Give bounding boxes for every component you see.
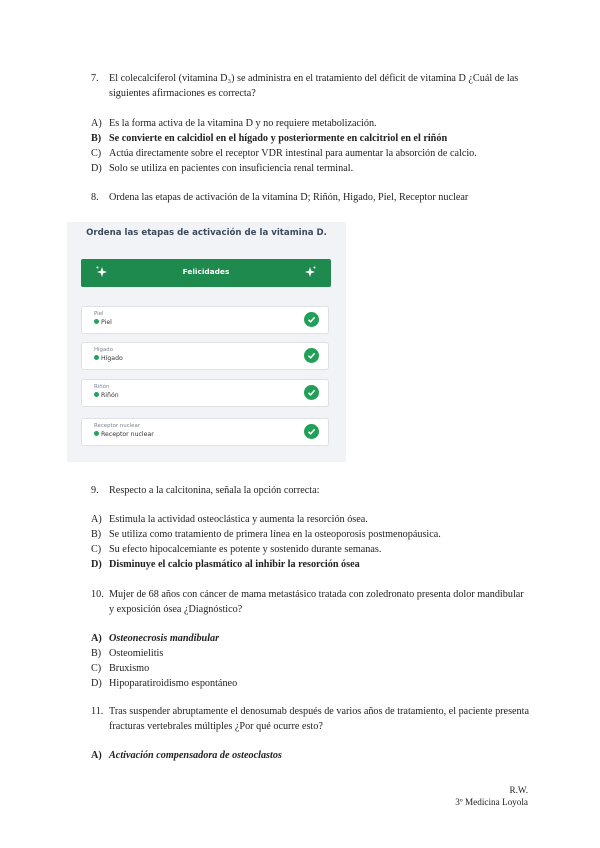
- option-b: [91, 527, 531, 542]
- question-10: [91, 587, 531, 617]
- question-text: El colecalciferol (vitamina D₃) se administra en el tratamiento del déficit de vitamina D ¿Cuál de las siguientes afirmaciones es correcta?: [109, 73, 519, 99]
- item-answer: Riñón: [94, 392, 119, 399]
- question-8: [91, 190, 531, 205]
- order-item-3[interactable]: [81, 379, 329, 407]
- item-answer: Piel: [94, 319, 112, 326]
- check-circle-icon: [304, 312, 319, 327]
- option-c: [91, 661, 531, 676]
- ordering-activity-screenshot: [67, 222, 346, 462]
- option-letter: B): [91, 529, 102, 540]
- question-text: Ordena las etapas de activación de la vitamina D; Riñón, Higado, Piel, Receptor nuclear: [109, 192, 469, 203]
- order-item-4[interactable]: [81, 418, 329, 446]
- item-name: Receptor nuclear: [94, 423, 140, 429]
- item-name: Piel: [94, 311, 104, 317]
- option-letter: A): [91, 118, 102, 129]
- question-number: 10.: [91, 589, 104, 600]
- option-a-correct: [91, 631, 531, 646]
- option-text: Osteomielitis: [109, 648, 164, 659]
- check-circle-icon: [304, 385, 319, 400]
- question-7: [91, 71, 531, 101]
- option-letter: B): [91, 648, 102, 659]
- author-initials: R.W.: [509, 785, 528, 795]
- item-name: Riñón: [94, 384, 110, 390]
- option-b-correct: [91, 131, 531, 146]
- check-circle-icon: [304, 424, 319, 439]
- option-d: [91, 161, 531, 176]
- option-letter: D): [91, 678, 102, 689]
- question-9-options: [91, 512, 531, 572]
- option-text: Bruxismo: [109, 663, 150, 674]
- option-text: Osteonecrosis mandibular: [109, 633, 220, 644]
- option-a: [91, 512, 531, 527]
- sparkle-icon: [303, 265, 317, 279]
- question-text: Respecto a la calcitonina, señala la opción correcta:: [109, 485, 320, 496]
- option-letter: C): [91, 148, 102, 159]
- option-text: Se convierte en calcidiol en el hígado y posteriormente en calcitriol en el riñón: [109, 133, 448, 144]
- option-d: [91, 676, 531, 691]
- option-letter: A): [91, 633, 102, 644]
- question-11: [91, 704, 531, 734]
- option-c: [91, 542, 531, 557]
- item-answer: Receptor nuclear: [94, 431, 154, 438]
- order-item-2[interactable]: [81, 342, 329, 370]
- correct-dot-icon: [94, 355, 99, 360]
- banner-label: Felicidades: [182, 267, 230, 276]
- question-9: [91, 483, 531, 498]
- option-letter: D): [91, 559, 102, 570]
- question-text: Mujer de 68 años con cáncer de mama metastásico tratada con zoledronato presenta dolor mandibular y exposición ósea ¿Diagnóstico?: [109, 589, 524, 615]
- course-label: 3º Medicina Loyola: [455, 797, 528, 807]
- item-answer: Hígado: [94, 355, 123, 362]
- question-number: 11.: [91, 706, 104, 717]
- footer: [455, 784, 528, 808]
- question-text: Tras suspender abruptamente el denosumab después de varios años de tratamiento, el paciente presenta fracturas vertebrales múltiples ¿Por qué ocurre esto?: [109, 706, 530, 732]
- option-letter: A): [91, 514, 102, 525]
- option-text: Disminuye el calcio plasmático al inhibir la resorción ósea: [109, 559, 360, 570]
- option-letter: C): [91, 663, 102, 674]
- option-a: [91, 116, 531, 131]
- option-text: Se utiliza como tratamiento de primera línea en la osteoporosis postmenopáusica.: [109, 529, 441, 540]
- question-number: 7.: [91, 73, 99, 84]
- check-circle-icon: [304, 348, 319, 363]
- option-text: Activación compensadora de osteoclastos: [109, 750, 282, 761]
- option-text: Su efecto hipocalcemiante es potente y sostenido durante semanas.: [109, 544, 382, 555]
- order-item-1[interactable]: [81, 306, 329, 334]
- option-letter: C): [91, 544, 102, 555]
- option-letter: A): [91, 750, 102, 761]
- question-10-options: [91, 631, 531, 691]
- item-name: Hígado: [94, 347, 113, 353]
- option-letter: D): [91, 163, 102, 174]
- option-text: Solo se utiliza en pacientes con insuficiencia renal terminal.: [109, 163, 354, 174]
- option-text: Actúa directamente sobre el receptor VDR intestinal para aumentar la absorción de calcio.: [109, 148, 477, 159]
- option-d-correct: [91, 557, 531, 572]
- success-banner: [81, 259, 331, 287]
- correct-dot-icon: [94, 392, 99, 397]
- option-letter: B): [91, 133, 102, 144]
- option-text: Estimula la actividad osteoclástica y aumenta la resorción ósea.: [109, 514, 368, 525]
- activity-title: Ordena las etapas de activación de la vitamina D.: [86, 228, 327, 238]
- option-b: [91, 646, 531, 661]
- correct-dot-icon: [94, 319, 99, 324]
- option-c: [91, 146, 531, 161]
- correct-dot-icon: [94, 431, 99, 436]
- question-number: 8.: [91, 192, 99, 203]
- question-7-options: [91, 116, 531, 176]
- question-number: 9.: [91, 485, 99, 496]
- option-text: Hipoparatiroidismo espontáneo: [109, 678, 238, 689]
- option-a-correct: [91, 748, 531, 763]
- option-text: Es la forma activa de la vitamina D y no requiere metabolización.: [109, 118, 377, 129]
- question-11-options: [91, 748, 531, 763]
